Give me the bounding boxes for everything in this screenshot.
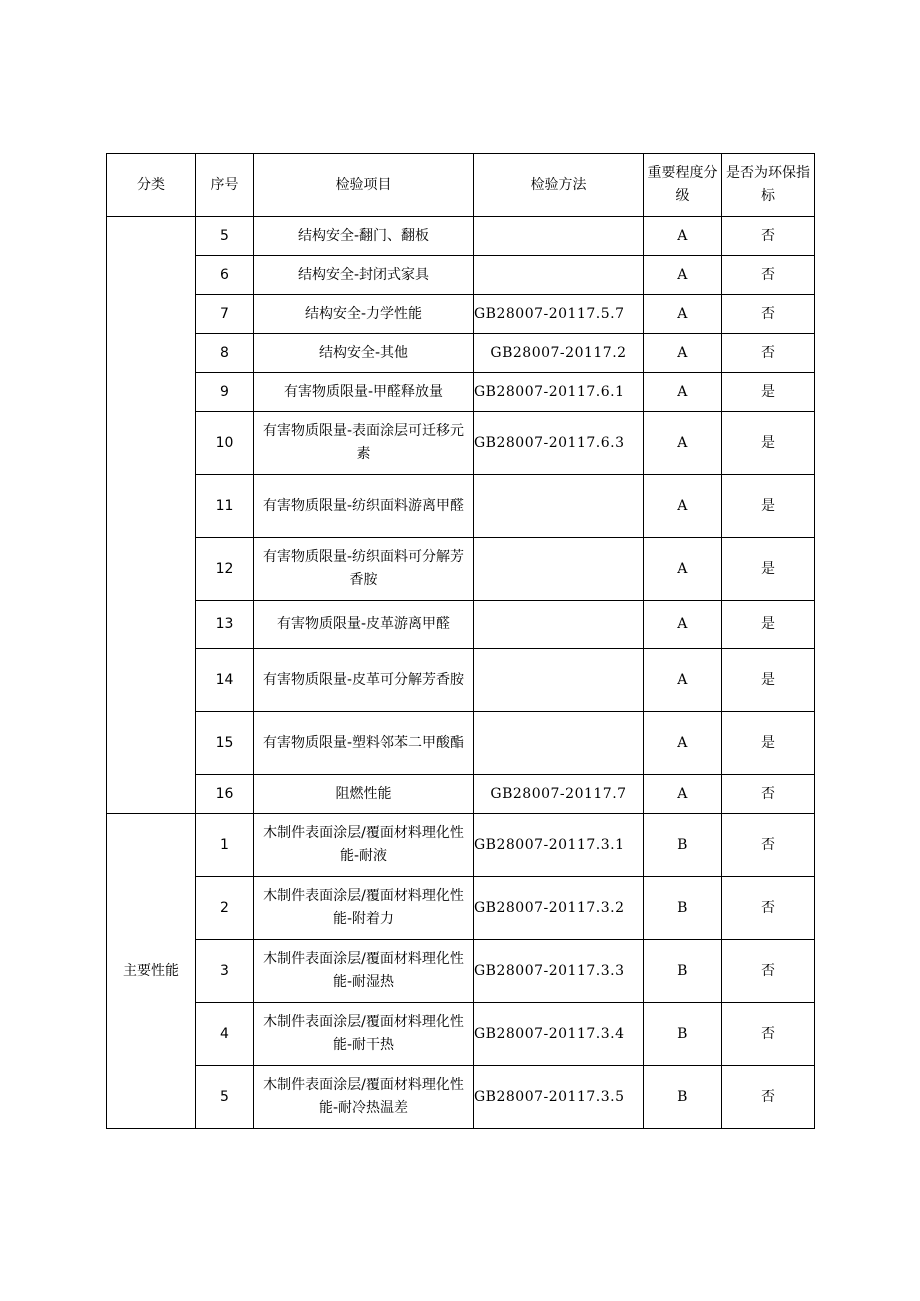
grade-cell: A — [644, 373, 722, 412]
table-row — [107, 814, 815, 877]
method-cell — [474, 217, 644, 256]
eco-cell: 否 — [722, 295, 815, 334]
method-cell: GB28007-20117.5.7 — [474, 295, 644, 334]
grade-cell: A — [644, 475, 722, 538]
seq-cell: 2 — [196, 877, 254, 940]
method-cell — [474, 712, 644, 775]
table-row — [107, 649, 815, 712]
header-eco: 是否为环保指标 — [722, 154, 815, 217]
grade-cell: B — [644, 940, 722, 1003]
eco-cell: 否 — [722, 256, 815, 295]
table-row — [107, 256, 815, 295]
item-cell: 结构安全-翻门、翻板 — [254, 217, 474, 256]
eco-cell: 否 — [722, 1066, 815, 1129]
eco-cell: 是 — [722, 538, 815, 601]
seq-cell: 13 — [196, 601, 254, 649]
grade-cell: B — [644, 1066, 722, 1129]
eco-cell: 是 — [722, 649, 815, 712]
eco-cell: 否 — [722, 877, 815, 940]
method-cell — [474, 256, 644, 295]
eco-cell: 是 — [722, 412, 815, 475]
item-cell: 结构安全-其他 — [254, 334, 474, 373]
seq-cell: 7 — [196, 295, 254, 334]
table-row — [107, 775, 815, 814]
header-seq: 序号 — [196, 154, 254, 217]
method-cell: GB28007-20117.2 — [474, 334, 644, 373]
item-cell: 结构安全-力学性能 — [254, 295, 474, 334]
method-cell: GB28007-20117.3.5 — [474, 1066, 644, 1129]
seq-cell: 16 — [196, 775, 254, 814]
method-cell: GB28007-20117.7 — [474, 775, 644, 814]
grade-cell: B — [644, 1003, 722, 1066]
seq-cell: 12 — [196, 538, 254, 601]
eco-cell: 是 — [722, 373, 815, 412]
eco-cell: 否 — [722, 775, 815, 814]
table-row — [107, 538, 815, 601]
eco-cell: 是 — [722, 601, 815, 649]
table-row — [107, 1003, 815, 1066]
eco-cell: 否 — [722, 940, 815, 1003]
inspection-table — [106, 153, 815, 1129]
category-cell-main-performance: 主要性能 — [107, 814, 196, 1129]
item-cell: 有害物质限量-纺织面料可分解芳香胺 — [254, 538, 474, 601]
header-row — [107, 154, 815, 217]
method-cell: GB28007-20117.3.1 — [474, 814, 644, 877]
seq-cell: 15 — [196, 712, 254, 775]
seq-cell: 10 — [196, 412, 254, 475]
table-row — [107, 601, 815, 649]
seq-cell: 11 — [196, 475, 254, 538]
item-cell: 木制件表面涂层/覆面材料理化性能-耐湿热 — [254, 940, 474, 1003]
seq-cell: 6 — [196, 256, 254, 295]
method-cell: GB28007-20117.3.3 — [474, 940, 644, 1003]
method-cell: GB28007-20117.6.1 — [474, 373, 644, 412]
grade-cell: A — [644, 538, 722, 601]
table-row — [107, 712, 815, 775]
seq-cell: 1 — [196, 814, 254, 877]
seq-cell: 8 — [196, 334, 254, 373]
grade-cell: A — [644, 601, 722, 649]
table-row — [107, 334, 815, 373]
eco-cell: 否 — [722, 217, 815, 256]
item-cell: 有害物质限量-甲醛释放量 — [254, 373, 474, 412]
seq-cell: 5 — [196, 1066, 254, 1129]
grade-cell: B — [644, 877, 722, 940]
seq-cell: 14 — [196, 649, 254, 712]
method-cell: GB28007-20117.3.4 — [474, 1003, 644, 1066]
table-row — [107, 295, 815, 334]
method-cell — [474, 601, 644, 649]
eco-cell: 是 — [722, 475, 815, 538]
table-row — [107, 373, 815, 412]
seq-cell: 3 — [196, 940, 254, 1003]
table-row — [107, 412, 815, 475]
item-cell: 阻燃性能 — [254, 775, 474, 814]
seq-cell: 4 — [196, 1003, 254, 1066]
method-cell — [474, 475, 644, 538]
table-row — [107, 877, 815, 940]
table-row — [107, 217, 815, 256]
seq-cell: 5 — [196, 217, 254, 256]
method-cell: GB28007-20117.3.2 — [474, 877, 644, 940]
grade-cell: B — [644, 814, 722, 877]
grade-cell: A — [644, 295, 722, 334]
method-cell — [474, 649, 644, 712]
header-item: 检验项目 — [254, 154, 474, 217]
seq-cell: 9 — [196, 373, 254, 412]
table-row — [107, 1066, 815, 1129]
item-cell: 有害物质限量-皮革游离甲醛 — [254, 601, 474, 649]
item-cell: 有害物质限量-纺织面料游离甲醛 — [254, 475, 474, 538]
item-cell: 结构安全-封闭式家具 — [254, 256, 474, 295]
header-category: 分类 — [107, 154, 196, 217]
grade-cell: A — [644, 334, 722, 373]
category-cell-group1 — [107, 217, 196, 814]
item-cell: 木制件表面涂层/覆面材料理化性能-附着力 — [254, 877, 474, 940]
item-cell: 有害物质限量-塑料邻苯二甲酸酯 — [254, 712, 474, 775]
item-cell: 有害物质限量-皮革可分解芳香胺 — [254, 649, 474, 712]
grade-cell: A — [644, 256, 722, 295]
table-row — [107, 940, 815, 1003]
eco-cell: 否 — [722, 1003, 815, 1066]
eco-cell: 是 — [722, 712, 815, 775]
table-row — [107, 475, 815, 538]
method-cell — [474, 538, 644, 601]
method-cell: GB28007-20117.6.3 — [474, 412, 644, 475]
grade-cell: A — [644, 649, 722, 712]
item-cell: 木制件表面涂层/覆面材料理化性能-耐干热 — [254, 1003, 474, 1066]
item-cell: 木制件表面涂层/覆面材料理化性能-耐冷热温差 — [254, 1066, 474, 1129]
item-cell: 木制件表面涂层/覆面材料理化性能-耐液 — [254, 814, 474, 877]
eco-cell: 否 — [722, 334, 815, 373]
item-cell: 有害物质限量-表面涂层可迁移元素 — [254, 412, 474, 475]
eco-cell: 否 — [722, 814, 815, 877]
header-importance: 重要程度分级 — [644, 154, 722, 217]
grade-cell: A — [644, 712, 722, 775]
grade-cell: A — [644, 217, 722, 256]
header-method: 检验方法 — [474, 154, 644, 217]
grade-cell: A — [644, 412, 722, 475]
grade-cell: A — [644, 775, 722, 814]
